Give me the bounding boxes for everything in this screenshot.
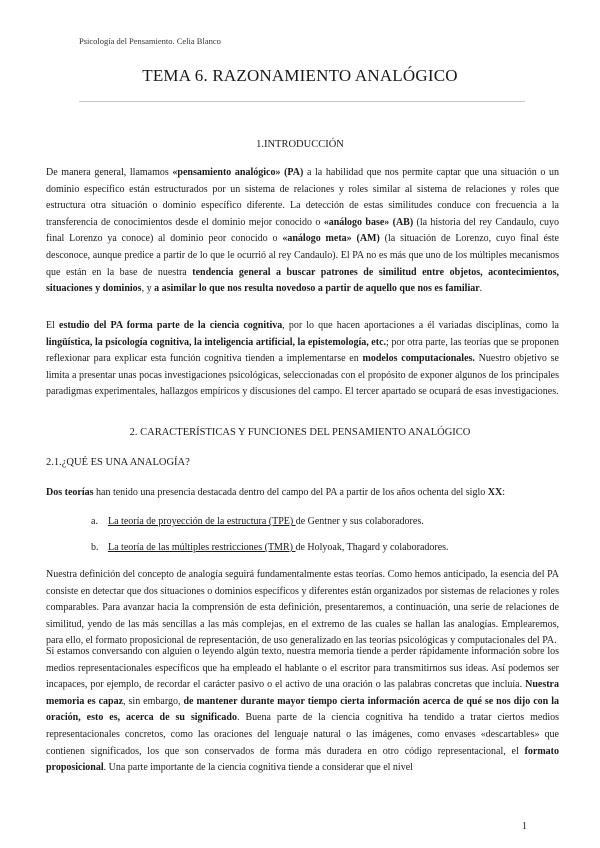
emphasis-text: Dos teorías — [46, 487, 94, 498]
list-item — [91, 542, 561, 553]
body-text: Si estamos conversando con alguien o leyendo algún texto, nuestra memoria tiende a perder rápidamente información sobre los medios representacionales específicos que ha empleado el hablante o el escritor para transmitirnos sus ideas. Así podemos ser incapaces, por ejemplo, de recordar el carácter pasivo o el activo de una oración o las palabras concretas que incluía. — [46, 646, 559, 691]
emphasis-text: modelos computacionales. — [362, 353, 475, 365]
list-item — [91, 516, 561, 527]
body-text: (la historia del rey Candaulo, cuyo final Lorenzo ya conoce) al dominio peor conocido o — [46, 216, 559, 245]
body-text: . — [479, 283, 483, 295]
list-item-text: de Holyoak, Thagard y colaboradores. — [295, 542, 449, 553]
emphasis-text: a asimilar lo que nos resulta novedoso a partir de aquello que nos es familiar — [154, 283, 480, 295]
definition-paragraph — [46, 567, 559, 650]
page-number: 1 — [522, 821, 527, 832]
body-text: Nuestro objetivo se limita a presentar unas pocas investigaciones psicológicas, seleccionadas con el propósito de exponer algunos de los principales paradigmas experimentales, hallazgos empíricos y discusiones del campo. El tercer apartado se ocupará de esas investigaciones. — [46, 353, 559, 398]
emphasis-text: lingüística, la psicología cognitiva, la inteligencia artificial, la epistemología, etc. — [46, 336, 387, 348]
body-text: (la situación de Lorenzo, cuyo final éste desconoce, aunque predice a partir de lo que le ocurrió al rey Candaulo). El PA no es más que uno de los múltiples mecanismos que están en la base de nuestra — [46, 233, 559, 278]
body-text: El — [46, 320, 59, 331]
section-heading-caracteristicas: 2. CARACTERÍSTICAS Y FUNCIONES DEL PENSAMIENTO ANALÓGICO — [129, 427, 471, 438]
list-item-underlined: La teoría de las múltiples restricciones (TMR) — [108, 542, 296, 553]
subsection-heading: 2.1.¿QUÉ ES UNA ANALOGÍA? — [46, 457, 190, 468]
body-text: . Buena parte de la ciencia cognitiva ha tendido a tratar ciertos medios representacionales concretos, como las oraciones del lenguaje natural o las imágenes, como envases «descartables» que contienen significados, los que son conservados de forma más duradera en otro código representacional, el — [46, 712, 559, 757]
emphasis-text: «análogo base» (AB) — [323, 216, 414, 228]
emphasis-text: formato proposicional — [46, 745, 559, 774]
emphasis-text: tendencia general a buscar patrones de similitud entre objetos, acontecimientos, situaciones y dominios — [46, 266, 559, 295]
page-title: TEMA 6. RAZONAMIENTO ANALÓGICO — [142, 66, 458, 85]
body-text: , por lo que hacen aportaciones a él variadas disciplinas, como la — [282, 320, 559, 331]
list-marker: b. — [91, 542, 99, 553]
body-text: ; por otra parte, las teorías que se proponen reflexionar para explicar esta función cognitiva tienden a implementarse en — [46, 336, 559, 365]
running-header: Psicología del Pensamiento. Celia Blanco — [79, 36, 221, 46]
emphasis-text: XX — [487, 487, 503, 498]
title-divider — [79, 101, 525, 102]
body-text: Nuestra definición del concepto de analogía seguirá fundamentalmente estas teorías. Como hemos anticipado, la esencia del PA consiste en detectar que dos situaciones o dominios específicos y diferentes están organizados por sistemas de relaciones y roles comparables. Para avanzar hacia la comprensión de esta definición, presentaremos, a continuación, una serie de relaciones de similitud, yendo de las más sencillas a las más complejas, en el extremo de las cuales se hallan las analogías. Emplearemos, para ello, el formato proposicional de representación, de uso generalizado en las teorías psicológicas y computacionales del PA. — [46, 569, 559, 647]
body-text: De manera general, llamamos — [46, 167, 173, 178]
body-text: . Una parte importante de la ciencia cognitiva tiende a considerar que el nivel — [103, 762, 413, 774]
list-item-text: de Gentner y sus colaboradores. — [295, 516, 424, 527]
body-text: , sin embargo, — [123, 695, 184, 707]
body-text: , y — [141, 283, 155, 295]
emphasis-text: estudio del PA forma parte de la ciencia cognitiva — [59, 320, 283, 331]
body-text: : — [502, 487, 505, 498]
list-marker: a. — [91, 516, 98, 527]
emphasis-text: Nuestra memoria es capaz — [46, 679, 559, 707]
intro-paragraph-1 — [46, 165, 559, 298]
list-item-underlined: La teoría de proyección de la estructura (TPE) — [108, 516, 296, 527]
section-heading-introduccion: 1.INTRODUCCIÓN — [256, 139, 344, 150]
emphasis-text: «análogo meta» (AM) — [282, 233, 380, 245]
memory-paragraph — [46, 644, 559, 777]
emphasis-text: «pensamiento analógico» (PA) — [172, 167, 304, 178]
body-text: han tenido una presencia destacada dentro del campo del PA a partir de los años ochenta del siglo — [93, 487, 488, 498]
theories-intro-paragraph — [46, 485, 559, 502]
emphasis-text: de mantener durante mayor tiempo cierta información acerca de qué se nos dijo con la oración, esto es, acerca de su significado — [46, 695, 560, 724]
body-text: a la habilidad que nos permite captar que una situación o un dominio específico están estructurados por un sistema de relaciones y roles similar al sistema de relaciones y roles que estructura otra situación o dominio específico diferente. La detección de estas similitudes conduce con frecuencia a la transferencia de conocimientos desde el dominio mejor conocido o — [46, 167, 559, 228]
intro-paragraph-2 — [46, 318, 559, 401]
